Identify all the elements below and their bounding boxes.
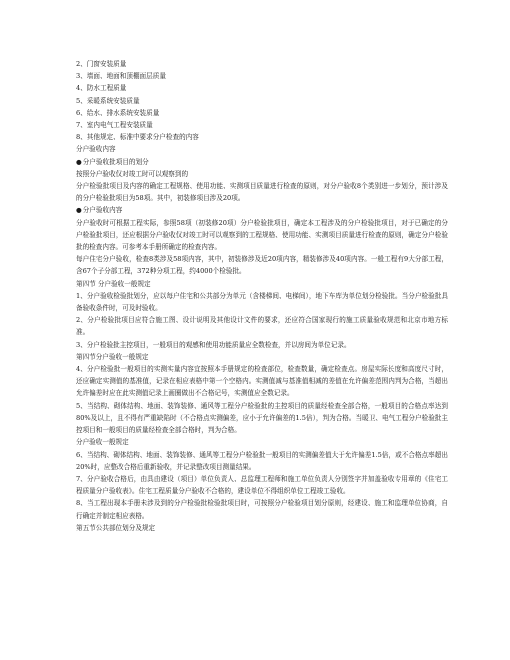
section-heading: 第五节公共部位划分及规定 xyxy=(76,523,156,532)
section-heading: 分户验收内容 xyxy=(76,145,116,154)
bullet-heading: ● 分户验收内容 xyxy=(76,204,448,216)
bullet-heading: ● 分户验收批项目的划分 xyxy=(76,156,448,168)
list-item: 2、门窗安装质量 xyxy=(76,60,127,68)
section-heading: 第四节 分户验收一般规定 xyxy=(76,279,151,288)
section-heading: 分户验收一般规定 xyxy=(76,438,129,447)
list-item: 5、采暖系统安装质量 xyxy=(76,96,140,105)
paragraph: 按照分户验收仅对竣工时可以观察到的 xyxy=(76,169,189,178)
paragraph: 分户检验批项目及内容的确定工程规格、使用功能、实测项目质量进行检查的原则，对分户验收8个类别进一步划分，预计涉及的分户检验批项目为58项。其中，初装修项目涉及20项。 xyxy=(76,182,448,203)
paragraph: 4、分户检验批一般项目的实测实量内容宜按照本手册规定的检查部位，检查数量，确定检查点。房屋实际长度和高度尺寸时，还应确定实测值的基准值，记录在相应表格中第一个空格内。实测值减与基准值相减的差值在允许偏差范围内判为合格，当超出允许偏差时应在此实测值记录上画圈做出不合格记号，实测值应全数记录。 xyxy=(76,365,448,398)
paragraph: 每户住宅分户验收，检查8类涉及58项内容，其中，初装修涉及近20项内容，精装修涉及40项内容。一般工程有9大分部工程，含67个子分部工程，372种分项工程，约4000个检验批。 xyxy=(76,255,448,276)
list-item: 3、墙面、地面和顶棚面层质量 xyxy=(76,72,166,81)
list-item: 6、给水、排水系统安装质量 xyxy=(76,108,160,117)
list-item: 8、其他规定、标准中要求分户检查的内容 xyxy=(76,133,199,142)
paragraph: 5、当结构、砌体结构、地面、装饰装修、通风等工程分户检验批的主控项目的质量经检查全部合格，一般项目的合格点率达到80%及以上，且不得有严重缺陷时（不合格点实测偏差，应小于允许偏差的1.5倍），判为合格。当暖卫、电气工程分户检验批主控项目和一般项目的质量经检查全部合格时，判为合格。 xyxy=(76,401,448,435)
paragraph: 1、分户验收检验批划分，应以每户住宅和公共部分为单元（含楼梯间、电梯间），地下车库为单位划分检验批。当分户检验批具备验收条件时，可及时验收。 xyxy=(76,291,448,313)
section-heading: 第四节分户验收一般规定 xyxy=(76,352,149,361)
paragraph: 分户验收时可根据工程实际，参照58项（初装修20项）分户检验批项目，确定本工程涉及的分户检验批项目，对于已确定的分户检验批项目，还应根据分户验收仅对竣工时可以观察到的工程规格、使用功能、实测项目质量进行检查的原则，确定分户检验批的检查内容。可参考本手册所确定的检查内容。 xyxy=(76,218,448,252)
paragraph: 8、当工程出现本手册未涉及到的分户检验批检验批项目时，可按照分户检验项目划分原则，经建设、施工和监理单位协商，自行确定并制定相应表格。 xyxy=(76,499,448,520)
document-body xyxy=(76,58,448,534)
paragraph: 6、当结构、砌体结构、地面、装饰装修、通风等工程分户检验批一般项目的实测偏差值大于允许偏差1.5倍，或不合格点率超出20%时，应整改合格后重新验收，并记录整改项目测量结果。 xyxy=(76,450,448,471)
list-item: 4、防水工程质量 xyxy=(76,84,127,93)
paragraph: 2、分户检验批项目应符合施工图、设计说明及其他设计文件的要求，还应符合国家现行的施工质量验收规范和北京市地方标准。 xyxy=(76,316,448,337)
paragraph: 7、分户验收合格后，由具由建设（项目）单位负责人、总监理工程师和施工单位负责人分别签字并加盖验收专用章的《住宅工程质量分户验收表》。住宅工程质量分户验收不合格的，建设单位不得组织单位工程竣工验收。 xyxy=(76,474,448,496)
paragraph: 3、分户检验批主控项目，一般项目的观感和使用功能质量应全数检查，并以房间为单位记录。 xyxy=(76,340,351,349)
list-item: 7、室内电气工程安装质量 xyxy=(76,121,153,130)
